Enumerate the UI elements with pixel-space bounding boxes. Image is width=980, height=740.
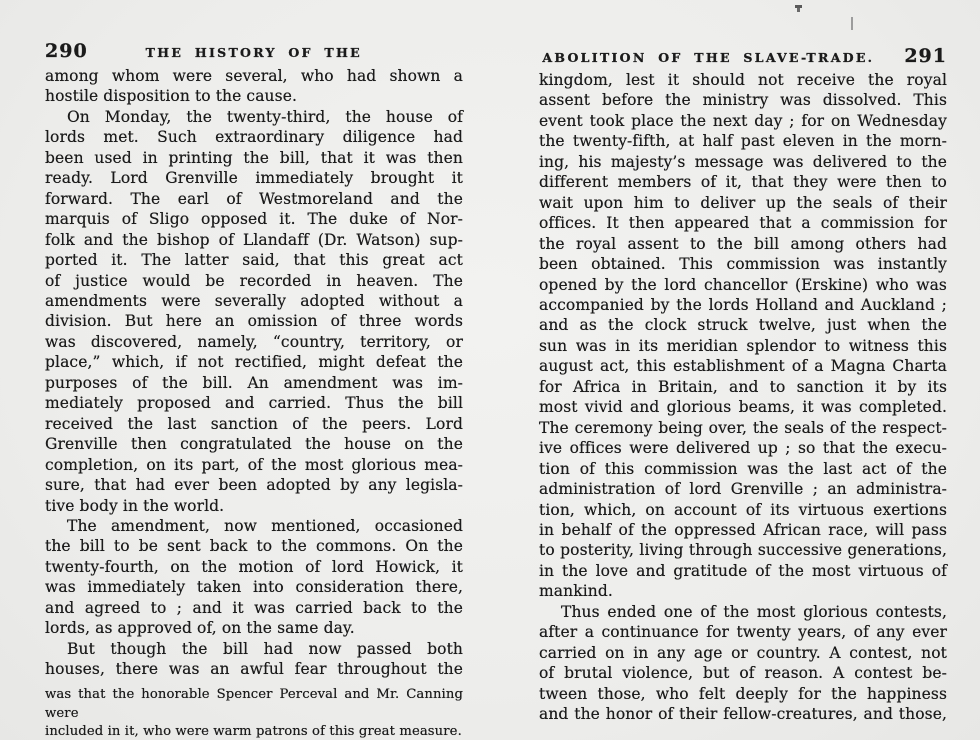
- text-line: forward. The earl of Westmoreland and the: [45, 189, 463, 208]
- text-line: But though the bill had now passed both: [67, 639, 463, 658]
- text-line: of justice would be recorded in heaven. The: [45, 271, 463, 290]
- text-line: tion, which, on account of its virtuous exertions: [539, 500, 947, 519]
- text-line: of brutal violence, but of reason. A contest be-: [539, 664, 947, 683]
- text-line: Grenville then congratulated the house on the: [45, 435, 463, 454]
- text-line: completion, on its part, of the most glorious mea-: [45, 455, 463, 474]
- text-line: accompanied by the lords Holland and Auckland ;: [539, 295, 947, 314]
- text-line: mediately proposed and carried. Thus the bill: [45, 394, 463, 413]
- right-page: [539, 0, 947, 740]
- text-line: houses, there was an awful fear throughout the: [45, 660, 463, 679]
- left-page-number: 290: [45, 40, 88, 62]
- text-line: most vivid and glorious beams, it was completed.: [539, 398, 947, 417]
- text-line: kingdom, lest it should not receive the royal: [539, 71, 947, 89]
- right-page-number: 291: [904, 45, 947, 67]
- right-page-body: [539, 70, 947, 725]
- text-line: the royal assent to the bill among others had: [539, 234, 947, 253]
- text-line: wait upon him to deliver up the seals of their: [539, 193, 947, 212]
- text-line: Thus ended one of the most glorious contests,: [561, 602, 947, 621]
- right-page-header: [539, 45, 947, 67]
- text-line: was discovered, namely, “country, territory, or: [45, 332, 463, 351]
- text-line: been obtained. This commission was instantly: [539, 255, 947, 274]
- text-line: ready. Lord Grenville immediately brought it: [45, 169, 463, 188]
- text-line: received the last sanction of the peers. Lord: [45, 414, 463, 433]
- left-page-body: [45, 66, 463, 680]
- text-line: included in it, who were warm patrons of this great measure.: [45, 724, 462, 740]
- text-line: purposes of the bill. An amendment was im-: [45, 373, 463, 392]
- text-line: sun was in its meridian splendor to witness this: [539, 336, 947, 355]
- text-line: and as the clock struck twelve, just when the: [539, 316, 947, 335]
- text-line: offices. It then appeared that a commission for: [539, 214, 947, 233]
- text-line: and agreed to ; and it was carried back to the: [45, 598, 463, 617]
- text-line: ive offices were delivered up ; so that the execu-: [539, 439, 947, 458]
- text-line: On Monday, the twenty-third, the house of: [67, 107, 463, 126]
- text-line: for Africa in Britain, and to sanction it by its: [539, 377, 947, 396]
- text-line: been used in printing the bill, that it was then: [45, 148, 463, 167]
- text-line: the twenty-fifth, at half past eleven in the morn-: [539, 132, 947, 151]
- text-line: carried on in any age or country. A contest, not: [539, 643, 947, 662]
- text-line: administration of lord Grenville ; an administra-: [539, 480, 947, 499]
- text-line: opened by the lord chancellor (Erskine) who was: [539, 275, 947, 294]
- text-line: tion of this commission was the last act of the: [539, 459, 947, 478]
- text-line: lords, as approved of, on the same day.: [45, 619, 355, 638]
- text-line: division. But here an omission of three words: [45, 312, 463, 331]
- text-line: was immediately taken into consideration there,: [45, 578, 463, 597]
- left-running-header: THE HISTORY OF THE: [145, 45, 362, 60]
- left-page-footnote: [45, 686, 463, 740]
- text-line: in the love and gratitude of the most virtuous of: [539, 561, 947, 580]
- text-line: in behalf of the oppressed African race, will pass: [539, 520, 947, 539]
- text-line: mankind.: [539, 582, 613, 601]
- text-line: twenty-fourth, on the motion of lord Howick, it: [45, 557, 463, 576]
- text-line: tive body in the world.: [45, 496, 225, 515]
- text-line: place,” which, if not rectified, might defeat the: [45, 353, 463, 372]
- text-line: among whom were several, who had shown a: [45, 67, 463, 85]
- left-page: [45, 0, 463, 740]
- text-line: The ceremony being over, the seals of the respect-: [539, 418, 947, 437]
- text-line: hostile disposition to the cause.: [45, 87, 297, 106]
- text-line: was that the honorable Spencer Perceval and Mr. Canning were: [45, 687, 463, 721]
- text-line: event took place the next day ; for on Wednesday: [539, 111, 947, 130]
- text-line: amendments were severally adopted without a: [45, 291, 463, 310]
- text-line: folk and the bishop of Llandaff (Dr. Watson) sup-: [45, 230, 463, 249]
- text-line: after a continuance for twenty years, of any ever: [539, 623, 947, 642]
- text-line: ing, his majesty’s message was delivered to the: [539, 152, 947, 171]
- text-line: lords met. Such extraordinary diligence had: [45, 128, 463, 147]
- text-line: assent before the ministry was dissolved. This: [539, 91, 947, 110]
- text-line: and the honor of their fellow-creatures, and those,: [539, 705, 947, 724]
- right-running-header: ABOLITION OF THE SLAVE-TRADE.: [542, 50, 875, 65]
- text-line: august act, this establishment of a Magna Charta: [539, 357, 947, 376]
- text-line: The amendment, now mentioned, occasioned: [67, 516, 463, 535]
- text-line: to posterity, living through successive generations,: [539, 541, 947, 560]
- text-line: the bill to be sent back to the commons. On the: [45, 537, 463, 556]
- text-line: tween those, who felt deeply for the happiness: [539, 684, 947, 703]
- text-line: ported it. The latter said, that this great act: [45, 251, 463, 270]
- text-line: sure, that had ever been adopted by any legisla-: [45, 476, 463, 495]
- text-line: different members of it, that they were then to: [539, 173, 947, 192]
- text-line: marquis of Sligo opposed it. The duke of Nor-: [45, 210, 463, 229]
- left-page-header: [45, 40, 463, 62]
